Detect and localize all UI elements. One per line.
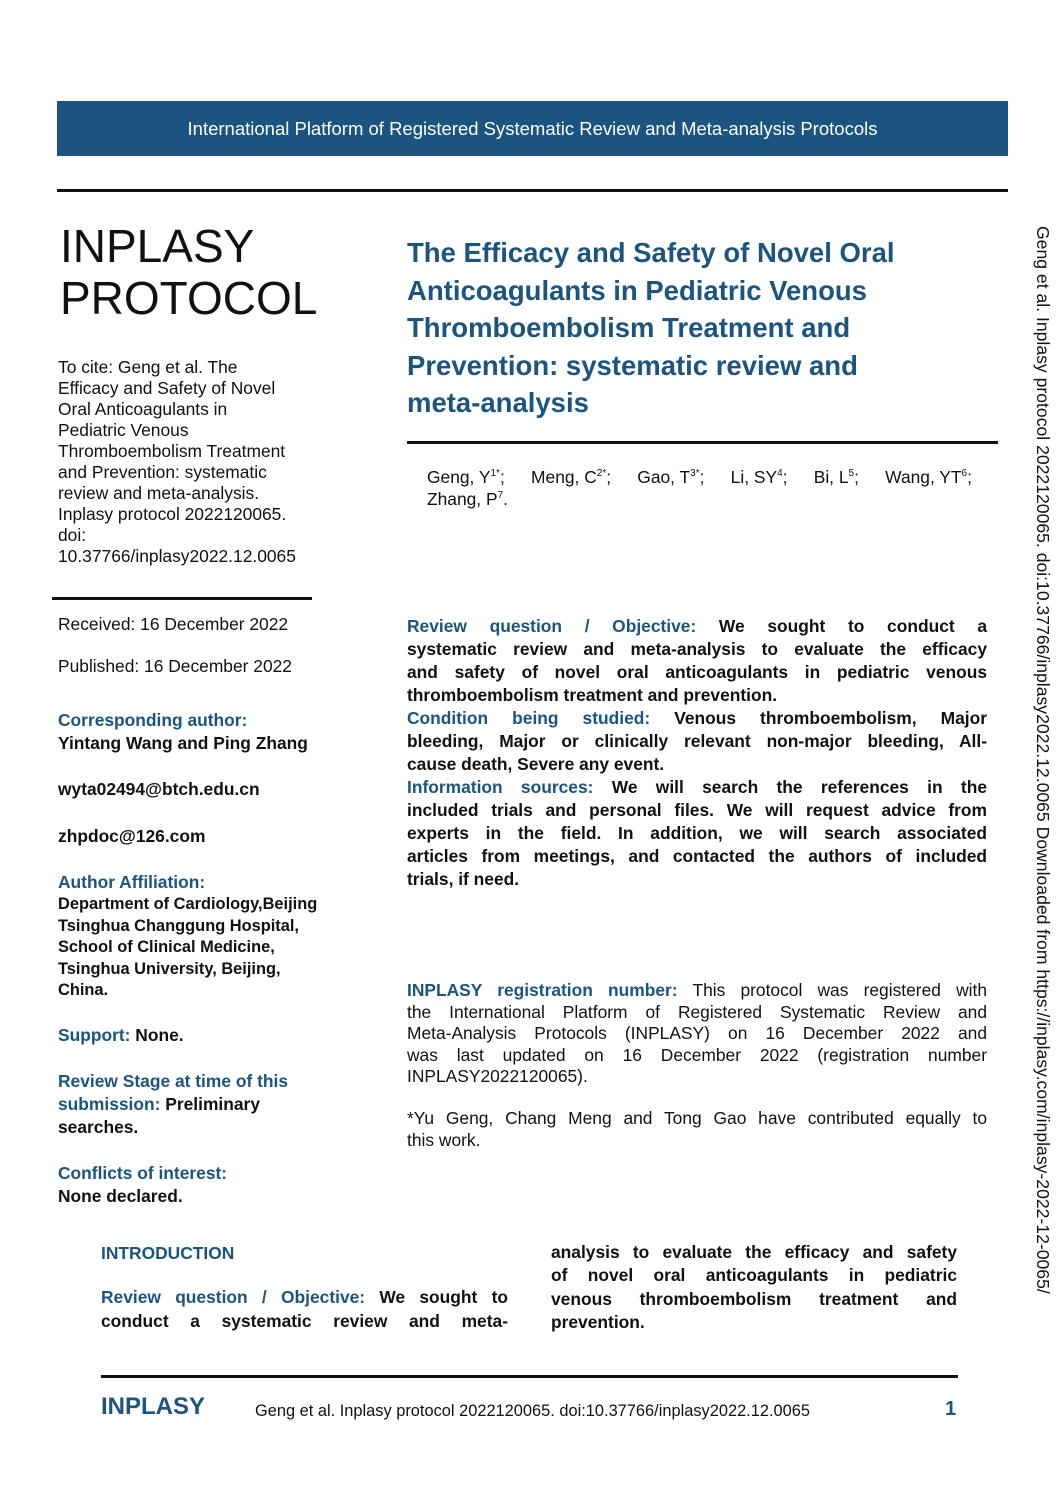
affiliation-line: Tsinghua University, Beijing, bbox=[58, 959, 281, 978]
corresponding-label: Corresponding author: bbox=[58, 710, 248, 730]
sources-text: included trials and personal files. We will request advice from bbox=[407, 800, 987, 820]
author-item: Bi, $L^5$; bbox=[813, 467, 859, 487]
registration-section bbox=[407, 980, 987, 1088]
cite-line: Inplasy protocol 2022120065. bbox=[58, 504, 287, 524]
cite-line: Pediatric Venous bbox=[58, 420, 189, 440]
affiliation-line: Department of Cardiology,Beijing bbox=[58, 895, 318, 913]
footer-divider bbox=[101, 1375, 958, 1378]
intro-text: of novel oral anticoagulants in pediatric bbox=[551, 1265, 957, 1286]
cite-line: review and meta-analysis. bbox=[58, 483, 260, 503]
corresponding-names: Yintang Wang and Ping Zhang bbox=[58, 733, 308, 753]
title-divider bbox=[407, 441, 998, 444]
author-item: Meng, $C^{2*}$; bbox=[531, 467, 612, 487]
header-divider bbox=[57, 189, 1008, 192]
title-line: meta-analysis bbox=[407, 387, 589, 418]
equal-text: *Yu Geng, Chang Meng and Tong Gao have contributed equally to bbox=[407, 1108, 987, 1128]
support bbox=[58, 1024, 343, 1047]
author-item: Zhang, $P^7$. bbox=[427, 489, 508, 509]
email-1-text[interactable]: wyta02494@btch.edu.cn bbox=[58, 779, 260, 799]
email-2-text[interactable]: zhpdoc@126.com bbox=[58, 826, 206, 846]
author-item: Li, $SY^4$; bbox=[730, 467, 788, 487]
published-date: Published: 16 December 2022 bbox=[58, 656, 292, 676]
paper-title bbox=[407, 234, 997, 422]
email-2[interactable] bbox=[58, 825, 343, 848]
objective-text: thromboembolism treatment and prevention. bbox=[407, 685, 778, 705]
author-list bbox=[427, 466, 972, 510]
title-line: Thromboembolism Treatment and bbox=[407, 312, 851, 343]
condition-text: Venous thromboembolism, Major bbox=[650, 708, 987, 728]
stage-label-line-2: submission: bbox=[58, 1094, 161, 1114]
affiliation-label: Author Affiliation: bbox=[58, 872, 206, 892]
objective-text: We sought to conduct a bbox=[696, 616, 987, 636]
sources-text: experts in the field. In addition, we will search associated bbox=[407, 823, 987, 843]
registration-text: was last updated on 16 December 2022 (registration number bbox=[407, 1044, 987, 1065]
intro-text: venous thromboembolism treatment and bbox=[551, 1288, 957, 1309]
condition-text: cause death, Severe any event. bbox=[407, 754, 665, 774]
conflicts-of-interest bbox=[58, 1162, 343, 1208]
intro-heading: INTRODUCTION bbox=[101, 1243, 235, 1263]
journal-banner: International Platform of Registered Systematic Review and Meta-analysis Protocols bbox=[57, 101, 1008, 156]
title-line: The Efficacy and Safety of Novel Oral bbox=[407, 237, 895, 268]
review-stage bbox=[58, 1070, 343, 1139]
sources-label: Information sources: bbox=[407, 777, 594, 797]
intro-right-column bbox=[551, 1241, 957, 1334]
email-1[interactable] bbox=[58, 778, 343, 801]
condition-label: Condition being studied: bbox=[407, 708, 651, 728]
cite-doi-link[interactable]: 10.37766/inplasy2022.12.0065 bbox=[58, 546, 296, 566]
received-date: Received: 16 December 2022 bbox=[58, 614, 289, 634]
equal-text: this work. bbox=[407, 1129, 481, 1150]
author-item: Wang, $YT^6$; bbox=[885, 467, 972, 487]
download-watermark: Geng et al. Inplasy protocol 2022120065. doi:10.37766/inplasy2022.12.0065 Downloaded from https://inplasy.com/inplasy-2022-12-0065/ bbox=[1033, 226, 1053, 1294]
affiliation-line: Tsinghua Changgung Hospital, bbox=[58, 916, 299, 935]
abstract-section bbox=[407, 615, 987, 891]
author-line-2 bbox=[427, 488, 972, 510]
stage-value-line-1: Preliminary bbox=[160, 1094, 261, 1114]
page-number: 1 bbox=[945, 1398, 957, 1420]
objective-text: and safety of novel oral anticoagulants in pediatric venous bbox=[407, 662, 987, 682]
affiliation-line: School of Clinical Medicine, bbox=[58, 938, 275, 956]
registration-label: INPLASY registration number: bbox=[407, 980, 678, 1000]
protocol-brand bbox=[60, 220, 317, 324]
registration-text: This protocol was registered with bbox=[677, 980, 987, 1000]
conflicts-label: Conflicts of interest: bbox=[58, 1163, 228, 1183]
conflicts-value: None declared. bbox=[58, 1186, 183, 1206]
brand-line-1: INPLASY bbox=[60, 220, 255, 272]
registration-text: the International Platform of Registered Systematic Review and bbox=[407, 1001, 987, 1022]
author-item: Geng, $Y^{1*}$; bbox=[427, 467, 505, 487]
intro-left-column bbox=[101, 1285, 508, 1333]
intro-text: We sought to bbox=[365, 1287, 508, 1307]
equal-contribution-note bbox=[407, 1108, 987, 1151]
corresponding-author bbox=[58, 709, 343, 755]
objective-text: systematic review and meta-analysis to evaluate the efficacy bbox=[407, 639, 987, 659]
support-value: None. bbox=[130, 1025, 184, 1045]
cite-line: To cite: Geng et al. The bbox=[58, 357, 238, 377]
intro-text: conduct a systematic review and meta- bbox=[101, 1311, 508, 1331]
citation-block bbox=[58, 357, 333, 567]
stage-label-line-1: Review Stage at time of this bbox=[58, 1071, 289, 1091]
cite-line: and Prevention: systematic bbox=[58, 462, 267, 482]
cite-line: Oral Anticoagulants in bbox=[58, 399, 228, 419]
sources-text: We will search the references in the bbox=[593, 777, 987, 797]
condition-text: bleeding, Major or clinically relevant non-major bleeding, All- bbox=[407, 731, 987, 751]
registration-text: INPLASY2022120065). bbox=[407, 1066, 588, 1086]
intro-text: analysis to evaluate the efficacy and safety bbox=[551, 1242, 957, 1262]
footer-citation: Geng et al. Inplasy protocol 2022120065. doi:10.37766/inplasy2022.12.0065 bbox=[255, 1402, 810, 1420]
title-line: Prevention: systematic review and bbox=[407, 349, 858, 381]
citation-divider bbox=[52, 597, 312, 600]
author-affiliation bbox=[58, 871, 343, 1002]
title-line: Anticoagulants in Pediatric Venous bbox=[407, 274, 867, 306]
intro-text: prevention. bbox=[551, 1311, 645, 1332]
intro-objective-label: Review question / Objective: bbox=[101, 1287, 366, 1307]
affiliation-line: China. bbox=[58, 981, 109, 999]
sources-text: articles from meetings, and contacted the authors of included bbox=[407, 846, 987, 866]
objective-label: Review question / Objective: bbox=[407, 616, 697, 636]
cite-line: doi: bbox=[58, 525, 87, 545]
sources-text: trials, if need. bbox=[407, 869, 520, 889]
stage-value-line-2: searches. bbox=[58, 1117, 139, 1137]
support-label: Support: bbox=[58, 1025, 131, 1045]
cite-line: Thromboembolism Treatment bbox=[58, 441, 286, 461]
author-item: Gao, $T^{3*}$; bbox=[637, 467, 705, 487]
footer-brand: INPLASY bbox=[101, 1393, 206, 1420]
registration-text: Meta-Analysis Protocols (INPLASY) on 16 December 2022 and bbox=[407, 1023, 987, 1043]
author-line-1 bbox=[427, 466, 972, 488]
cite-line: Efficacy and Safety of Novel bbox=[58, 378, 276, 398]
brand-line-2: PROTOCOL bbox=[60, 272, 318, 324]
